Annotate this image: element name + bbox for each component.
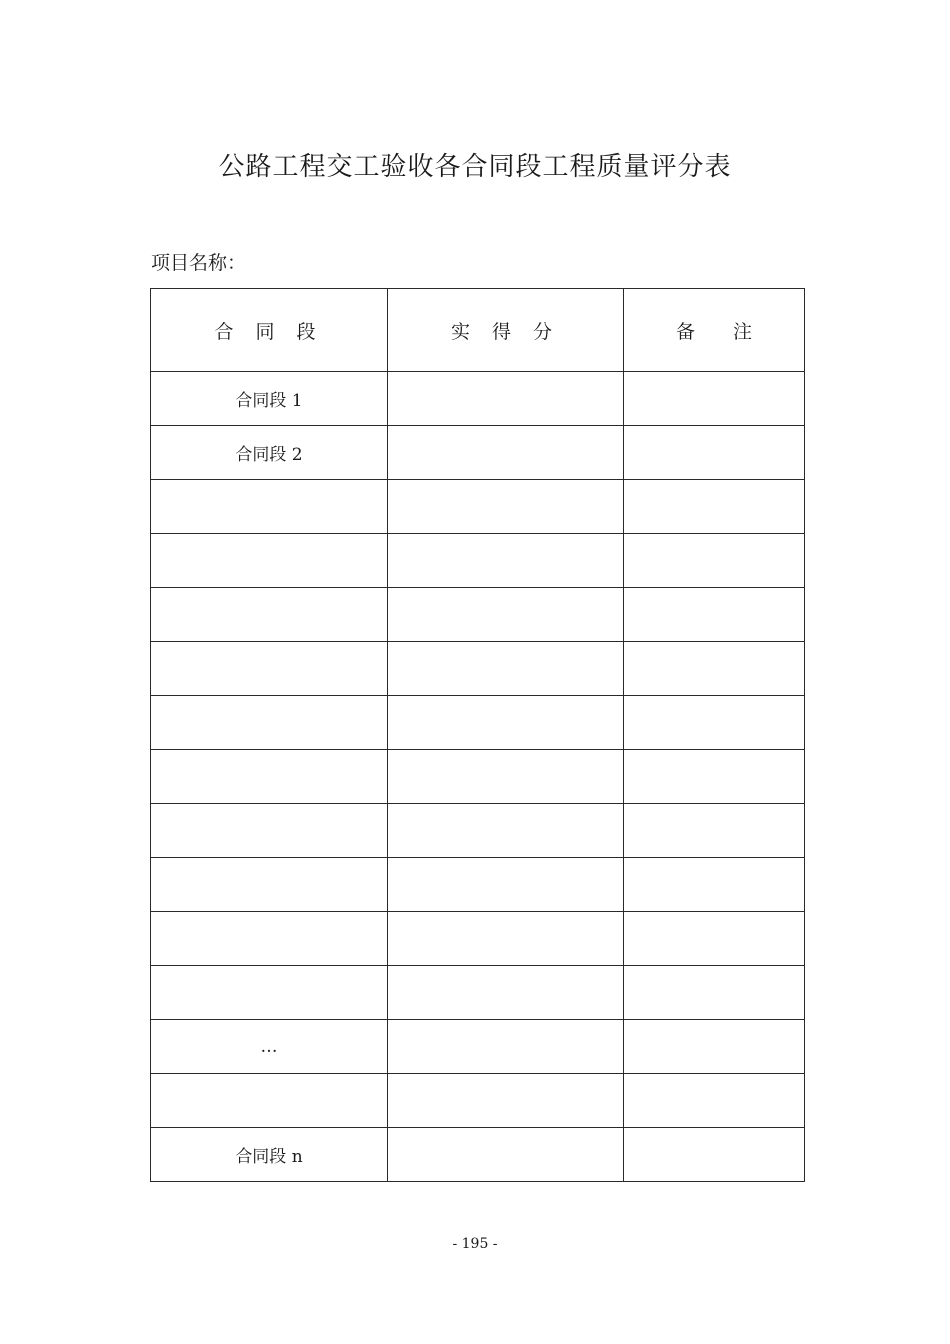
cell-notes bbox=[624, 804, 805, 858]
cell-notes bbox=[624, 696, 805, 750]
table-body bbox=[151, 372, 805, 1182]
cell-score bbox=[388, 480, 624, 534]
table-row bbox=[151, 1128, 805, 1182]
table-row bbox=[151, 426, 805, 480]
cell-notes bbox=[624, 1020, 805, 1074]
cell-notes bbox=[624, 534, 805, 588]
cell-section bbox=[151, 588, 388, 642]
cell-section: 合同段 2 bbox=[151, 426, 388, 480]
header-notes-first: 备 bbox=[675, 320, 695, 343]
table-row bbox=[151, 966, 805, 1020]
cell-notes bbox=[624, 1128, 805, 1182]
cell-score bbox=[388, 426, 624, 480]
cell-section bbox=[151, 642, 388, 696]
cell-notes bbox=[624, 642, 805, 696]
cell-score bbox=[388, 1128, 624, 1182]
cell-score bbox=[388, 372, 624, 426]
cell-section: 合同段 n bbox=[151, 1128, 388, 1182]
table-row bbox=[151, 912, 805, 966]
cell-score bbox=[388, 912, 624, 966]
cell-section: 合同段 1 bbox=[151, 372, 388, 426]
page-number: - 195 - bbox=[452, 1236, 498, 1252]
cell-score bbox=[388, 534, 624, 588]
cell-score bbox=[388, 588, 624, 642]
cell-section bbox=[151, 912, 388, 966]
table-row bbox=[151, 1074, 805, 1128]
cell-notes bbox=[624, 858, 805, 912]
cell-score bbox=[388, 858, 624, 912]
header-notes-second: 注 bbox=[733, 320, 753, 343]
cell-section bbox=[151, 750, 388, 804]
table-row bbox=[151, 642, 805, 696]
cell-section bbox=[151, 534, 388, 588]
cell-score bbox=[388, 642, 624, 696]
cell-notes bbox=[624, 588, 805, 642]
cell-section bbox=[151, 480, 388, 534]
header-section: 合 同 段 bbox=[151, 289, 388, 372]
cell-score bbox=[388, 1074, 624, 1128]
table-row bbox=[151, 1020, 805, 1074]
document-title: 公路工程交工验收各合同段工程质量评分表 bbox=[218, 152, 732, 182]
table-row bbox=[151, 480, 805, 534]
cell-notes bbox=[624, 372, 805, 426]
table-row bbox=[151, 534, 805, 588]
cell-section bbox=[151, 858, 388, 912]
cell-score bbox=[388, 804, 624, 858]
table-header-row bbox=[151, 289, 805, 372]
cell-section: … bbox=[151, 1020, 388, 1074]
table-row bbox=[151, 372, 805, 426]
cell-section bbox=[151, 696, 388, 750]
cell-notes bbox=[624, 480, 805, 534]
cell-section bbox=[151, 1074, 388, 1128]
table-row bbox=[151, 696, 805, 750]
cell-notes bbox=[624, 426, 805, 480]
score-table bbox=[150, 288, 805, 1182]
cell-score bbox=[388, 1020, 624, 1074]
table-row bbox=[151, 588, 805, 642]
table-row bbox=[151, 750, 805, 804]
cell-section bbox=[151, 804, 388, 858]
cell-notes bbox=[624, 966, 805, 1020]
header-notes bbox=[624, 289, 805, 372]
cell-notes bbox=[624, 750, 805, 804]
cell-score bbox=[388, 750, 624, 804]
table-row bbox=[151, 804, 805, 858]
project-name-label: 项目名称： bbox=[151, 252, 247, 274]
cell-notes bbox=[624, 1074, 805, 1128]
cell-score bbox=[388, 966, 624, 1020]
table-row bbox=[151, 858, 805, 912]
cell-section bbox=[151, 966, 388, 1020]
cell-score bbox=[388, 696, 624, 750]
header-score: 实 得 分 bbox=[388, 289, 624, 372]
cell-notes bbox=[624, 912, 805, 966]
